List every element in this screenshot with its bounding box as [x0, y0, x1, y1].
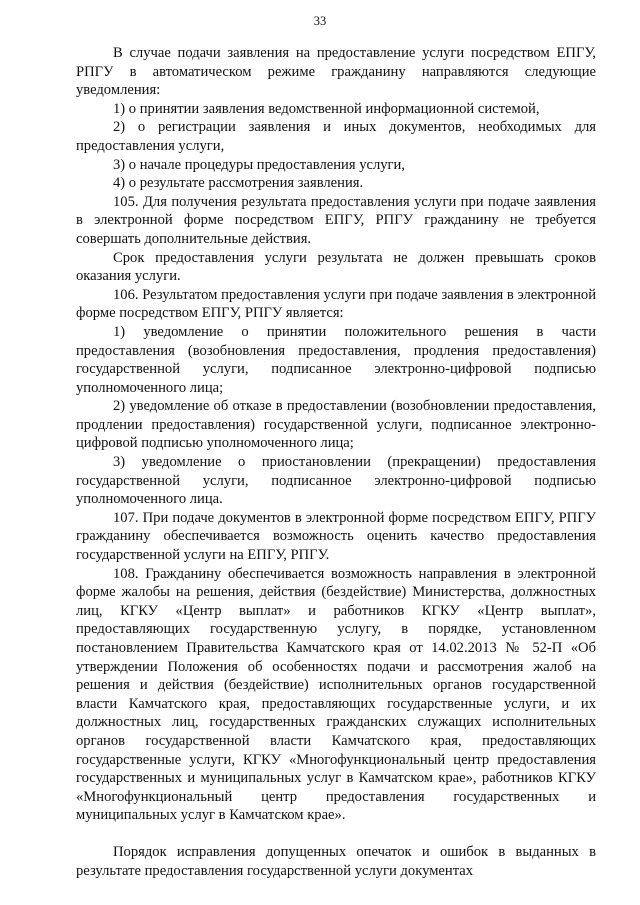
paragraph-107: 107. При подаче документов в электронной форме посредством ЕПГУ, РПГУ гражданину обеспечивается возможность оценить качество предоставления государственной услуги на ЕПГУ, РПГУ.	[76, 509, 596, 564]
paragraph-intro: В случае подачи заявления на предоставление услуги посредством ЕПГУ, РПГУ в автоматическом режиме гражданину направляются следующие уведомления:	[76, 45, 596, 99]
paragraph-result-3: 3) уведомление о приостановлении (прекращении) предоставления государственной услуги, подписанное электронно-цифровой подписью уполномоченного лица.	[76, 454, 596, 508]
paragraph-106: 106. Результатом предоставления услуги при подаче заявления в электронной форме посредством ЕПГУ, РПГУ является:	[76, 286, 596, 322]
document-body	[76, 44, 596, 880]
paragraph-notice-3: 3) о начале процедуры предоставления услуги,	[113, 156, 406, 173]
paragraph-108: 108. Гражданину обеспечивается возможность направления в электронной форме жалобы на решения, действия (бездействие) Министерства, должностных лиц, КГКУ «Центр выплат» и работников КГКУ «Центр выплат», предоставляющих государственную услугу, в порядке, установленном постановлением Правительства Камчатского края от 14.02.2013 № 52-П «Об утверждении Положения об особенностях подачи и рассмотрения жалоб на решения и действия (бездействие) исполнительных органов государственной власти Камчатского края, предоставляющих государственные услуги, и их должностных лиц, государственных гражданских служащих исполнительных органов государственной власти Камчатского края, предоставляющих государственные услуги, КГКУ «Многофункциональный центр предоставления государственных и муниципальных услуг в Камчатском крае», работников КГКУ «Многофункциональный центр предоставления государственных и муниципальных услуг в Камчатском крае».	[76, 565, 596, 824]
paragraph-result-1: 1) уведомление о принятии положительного решения в части предоставления (возобновления предоставления, продления предоставления) государственной услуги, подписанное электронно-цифровой подписью уполномоченного лица;	[76, 323, 596, 396]
paragraph-notice-2: 2) о регистрации заявления и иных документов, необходимых для предоставления услуги,	[76, 119, 596, 154]
paragraph-notice-4: 4) о результате рассмотрения заявления.	[113, 175, 364, 192]
paragraph-105: 105. Для получения результата предоставления услуги при подаче заявления в электронной форме посредством ЕПГУ, РПГУ гражданину не требуется совершать дополнительные действия.	[76, 193, 596, 247]
section-heading: Порядок исправления допущенных опечаток и ошибок в выданных в результате предоставления государственной услуги документах	[76, 843, 596, 879]
paragraph-result-2: 2) уведомление об отказе в предоставлении (возобновлении предоставления, продлении предоставления) государственной услуги, подписанное электронно-цифровой подписью уполномоченного лица;	[76, 398, 596, 452]
paragraph-term: Срок предоставления услуги результата не должен превышать сроков оказания услуги.	[76, 249, 596, 285]
page-number: 33	[313, 14, 327, 28]
paragraph-notice-1: 1) о принятии заявления ведомственной информационной системой,	[113, 100, 540, 117]
